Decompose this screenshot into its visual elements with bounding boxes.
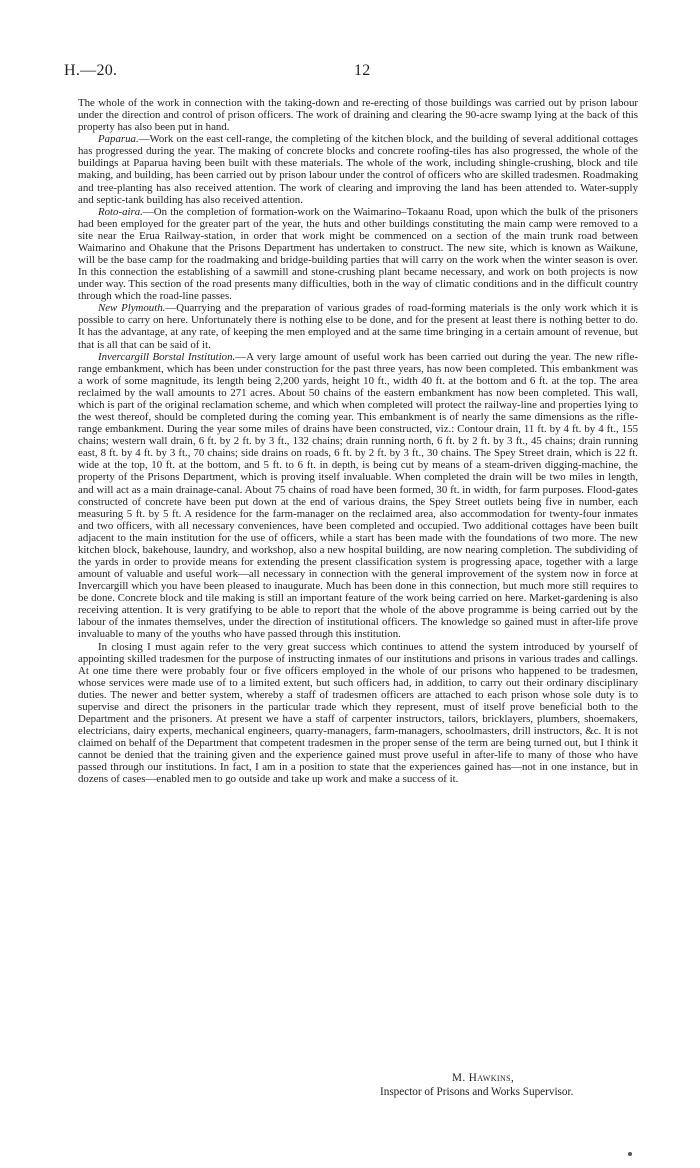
paragraph-text: —Quarrying and the preparation of various grades of road-forming materials is the only work which it is possible to carry on here. Unfortunately there is nothing else to be done, and for the present at least there is nothing better to do. It has the advantage, at any rate, of keeping the men employed and at the same time bringing in a certain amount of revenue, but that is all that can be said of it.	[78, 302, 638, 351]
paragraph-new-plymouth	[78, 302, 638, 350]
paragraph-heading: Invercargill Borstal Institution.	[98, 350, 236, 363]
document-number: H.—20.	[64, 62, 118, 79]
paragraph-heading: New Plymouth.	[98, 302, 166, 315]
paragraph-text: —On the completion of formation-work on the Waimarino–Tokaanu Road, upon which the bulk of the prisoners had been employed for the greater part of the year, the huts and other buildings constituting the main camp were removed to a site near the Erua Railway-station, in order that work might be commenced on a section of the main trunk road between Waimarino and Ohakune that the Prisons Department has undertaken to construct. The new site, which is known as Waikune, will be the base camp for the roadmaking and bridge-building parties that will carry on the work when the winter season is over. In this connection the establishing of a sawmill and stone-crushing plant became necessary, and work on both projects is now under way. This section of the road presents many difficulties, both in the way of climatic conditions and in the difficult country through which the road-line passes.	[78, 205, 638, 303]
paragraph-invercargill	[78, 351, 638, 641]
paragraph-text: —Work on the east cell-range, the completing of the kitchen block, and the building of several additional cottages has progressed during the year. The making of concrete blocks and concrete roofing-tiles has also progressed, the whole of the buildings at Paparua having been built with these materials. The whole of the work, including shingle-crushing, block and tile making, and building, has been carried out by prison labour under the control of officers who are skilled tradesmen. Roadmaking and tree-planting has also received attention. The work of clearing and improving the land has been attended to. Water-supply and septic-tank building has also received attention.	[78, 133, 638, 206]
paragraph-text: —A very large amount of useful work has been carried out during the year. The new rifle-range embankment, which has been under construction for the past three years, has now been completed. This embankment was a work of some magnitude, its length being 2,200 yards, height 10 ft., width 40 ft. at the bottom and 6 ft. at the top. The area reclaimed by the wall amounts to 271 acres. About 50 chains of the eastern embankment has now been completed. This wall, which is part of the original reclamation scheme, and which when completed will protect the railway-line and properties lying to the west thereof, should be completed during the coming year. This embankment is of nearly the same dimensions as the rifle-range embankment. During the year some miles of drains have been constructed, viz.: Contour drain, 11 ft. by 4 ft. by 4 ft., 155 chains; western wall drain, 6 ft. by 2 ft. by 3 ft., 132 chains; drain running north, 6 ft. by 2 ft. by 3 ft., 45 chains; drain running east, 8 ft. by 4 ft. by 3 ft., 70 chains; side drains on roads, 6 ft. by 2 ft. by 3 ft., 30 chains. The Spey Street drain, which is 22 ft. wide at the top, 10 ft. at the bottom, and 5 ft. to 6 ft. in depth, is being cut by means of a steam-driven digging-machine, the property of the Prisons Department, which is proving itself invaluable. When completed the drain will be two miles in length, and will act as a main drainage-canal. About 75 chains of road have been formed, 30 ft. in width, for farm purposes. Flood-gates constructed of concrete have been put down at the end of various drains, the Spey Street outlets being five in number, each measuring 5 ft. by 5 ft. A residence for the farm-manager on the reclaimed area, also accommodation for twenty-four inmates and two officers, with all necessary conveniences, have been completed and occupied. Two additional cottages have been built adjacent to the main institution for the use of officers, while a start has been made with the foundations of two more. The new kitchen block, bakehouse, laundry, and workshop, also a new hospital building, are now nearing completion. The subdividing of the yards in order to provide means for extending the present classification system is progressing apace, together with a large amount of valuable and useful work—all necessary in connection with the general improvement of the system now in force at Invercargill which you have been pleased to inaugurate. Much has been done in this connection, but much more still requires to be done. Concrete block and tile making is still an important feature of the work being carried on here. Market-gardening is also receiving attention. It is very gratifying to be able to report that the whole of the above programme is being carried out by the labour of the inmates themselves, under the direction of institutional officers. The knowledge so gained must in after-life prove invaluable to many of the youths who have passed through this institution.	[78, 350, 638, 641]
page-number: 12	[354, 62, 371, 79]
paragraph-paparua	[78, 133, 638, 205]
paragraph-heading: Paparua.	[98, 133, 139, 146]
paragraph-roto-aira	[78, 206, 638, 303]
paragraph	[78, 97, 638, 133]
running-head	[64, 62, 636, 82]
paragraph-text: The whole of the work in connection with the taking-down and re-erecting of those buildings was carried out by prison labour under the direction and control of prison officers. The work of draining and clearing the 90-acre swamp lying at the back of this property has also been put in hand.	[78, 97, 638, 134]
paragraph-text: In closing I must again refer to the very great success which continues to attend the system introduced by yourself of appointing skilled tradesmen for the purpose of instructing inmates of our institutions and prisons in various trades and callings. At one time there were probably four or five officers employed in the whole of our prisons who happened to be tradesmen, whose services were made use of to a limited extent, but such officers had, in addition, to carry out their ordinary disciplinary duties. The newer and better system, whereby a staff of tradesmen officers are attached to each prison whose sole duty is to supervise and direct the prisoners in the particular trade which they represent, must of itself prove beneficial both to the Department and the prisoners. At present we have a staff of carpenter instructors, tailors, bricklayers, plumbers, shoemakers, electricians, dairy experts, mechanical engineers, quarry-managers, farm-managers, schoolmasters, drill instructors, &c. It is not claimed on behalf of the Department that competent tradesmen in the proper sense of the term are being turned out, but I think it cannot be denied that the training given and the experience gained must prove useful in after-life to many of those who have passed through our institutions. In fact, I am in a position to state that the experiences gained has—not in one instance, but in dozens of cases—enabled men to go outside and take up work and make a success of it.	[78, 640, 638, 786]
paragraph-closing	[78, 641, 638, 786]
print-speck	[628, 1152, 632, 1156]
signatory-name: M. Hawkins,	[452, 1072, 515, 1084]
signatory-title: Inspector of Prisons and Works Supervisor.	[380, 1086, 574, 1098]
report-body	[78, 97, 638, 785]
signature-block	[380, 1071, 640, 1099]
paragraph-heading: Roto-aira.	[98, 205, 143, 218]
